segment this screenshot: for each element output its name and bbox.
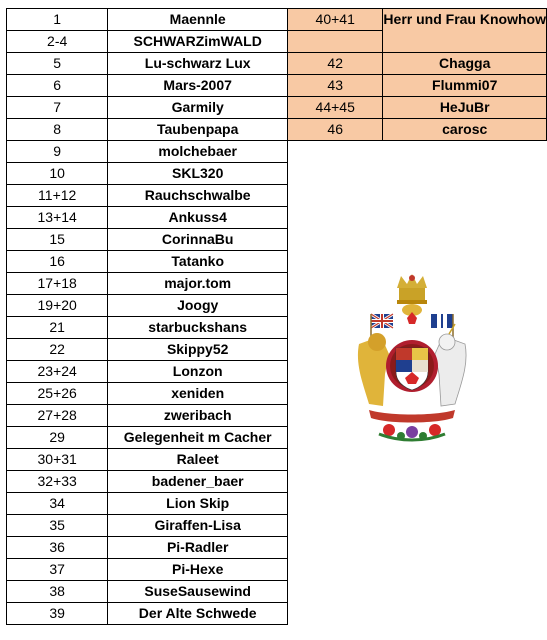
player-name: Maennle: [108, 9, 288, 31]
rank-number: 37: [7, 559, 108, 581]
rank-number: 38: [7, 581, 108, 603]
player-name: Flummi07: [383, 75, 547, 97]
rank-number: 42: [288, 53, 383, 75]
player-name: badener_baer: [108, 471, 288, 493]
player-name: xeniden: [108, 383, 288, 405]
player-name: Pi-Hexe: [108, 559, 288, 581]
player-name: Joogy: [108, 295, 288, 317]
rank-number: 30+31: [7, 449, 108, 471]
table-row: [7, 119, 547, 141]
rank-number: 32+33: [7, 471, 108, 493]
rank-number: 11+12: [7, 185, 108, 207]
rank-number: 39: [7, 603, 108, 625]
rank-number: 21: [7, 317, 108, 339]
rank-number: 8: [7, 119, 108, 141]
rank-number: 46: [288, 119, 383, 141]
rank-number: 40+41: [288, 9, 383, 31]
rank-number: 6: [7, 75, 108, 97]
rank-number: 22: [7, 339, 108, 361]
rank-number: 2-4: [7, 31, 108, 53]
rank-number: 13+14: [7, 207, 108, 229]
rank-number: 17+18: [7, 273, 108, 295]
player-name: carosc: [383, 119, 547, 141]
rank-number: 44+45: [288, 97, 383, 119]
rank-number: 10: [7, 163, 108, 185]
empty-cell: [288, 31, 383, 53]
table-row: [7, 9, 547, 31]
player-name: starbuckshans: [108, 317, 288, 339]
player-name: Pi-Radler: [108, 537, 288, 559]
player-name: Lu-schwarz Lux: [108, 53, 288, 75]
player-name: Taubenpapa: [108, 119, 288, 141]
player-name: major.tom: [108, 273, 288, 295]
rank-number: 36: [7, 537, 108, 559]
player-name: Garmily: [108, 97, 288, 119]
coat-of-arms-icon: [349, 274, 475, 446]
player-name: Gelegenheit m Cacher: [108, 427, 288, 449]
rank-number: 7: [7, 97, 108, 119]
player-name: Ankuss4: [108, 207, 288, 229]
player-name: Mars-2007: [108, 75, 288, 97]
player-name: SKL320: [108, 163, 288, 185]
rank-number: 27+28: [7, 405, 108, 427]
player-name: CorinnaBu: [108, 229, 288, 251]
table-row: [7, 97, 547, 119]
player-name: zweribach: [108, 405, 288, 427]
rank-number: 16: [7, 251, 108, 273]
rank-number: 9: [7, 141, 108, 163]
rank-number: 35: [7, 515, 108, 537]
player-name: Raleet: [108, 449, 288, 471]
player-name: Lion Skip: [108, 493, 288, 515]
rank-number: 23+24: [7, 361, 108, 383]
player-name: molchebaer: [108, 141, 288, 163]
rank-number: 43: [288, 75, 383, 97]
rank-number: 5: [7, 53, 108, 75]
rank-number: 25+26: [7, 383, 108, 405]
player-name: Lonzon: [108, 361, 288, 383]
player-name: Herr und Frau Knowhow: [383, 9, 547, 53]
player-name: Tatanko: [108, 251, 288, 273]
player-name: HeJuBr: [383, 97, 547, 119]
player-name: Chagga: [383, 53, 547, 75]
rank-number: 29: [7, 427, 108, 449]
rank-number: 1: [7, 9, 108, 31]
player-name: Giraffen-Lisa: [108, 515, 288, 537]
rank-number: 15: [7, 229, 108, 251]
player-name: SuseSausewind: [108, 581, 288, 603]
table-row: [7, 141, 547, 163]
table-row: [7, 75, 547, 97]
table-row: [7, 53, 547, 75]
rank-number: 34: [7, 493, 108, 515]
player-name: Skippy52: [108, 339, 288, 361]
player-name: Rauchschwalbe: [108, 185, 288, 207]
player-name: Der Alte Schwede: [108, 603, 288, 625]
rank-number: 19+20: [7, 295, 108, 317]
player-name: SCHWARZimWALD: [108, 31, 288, 53]
